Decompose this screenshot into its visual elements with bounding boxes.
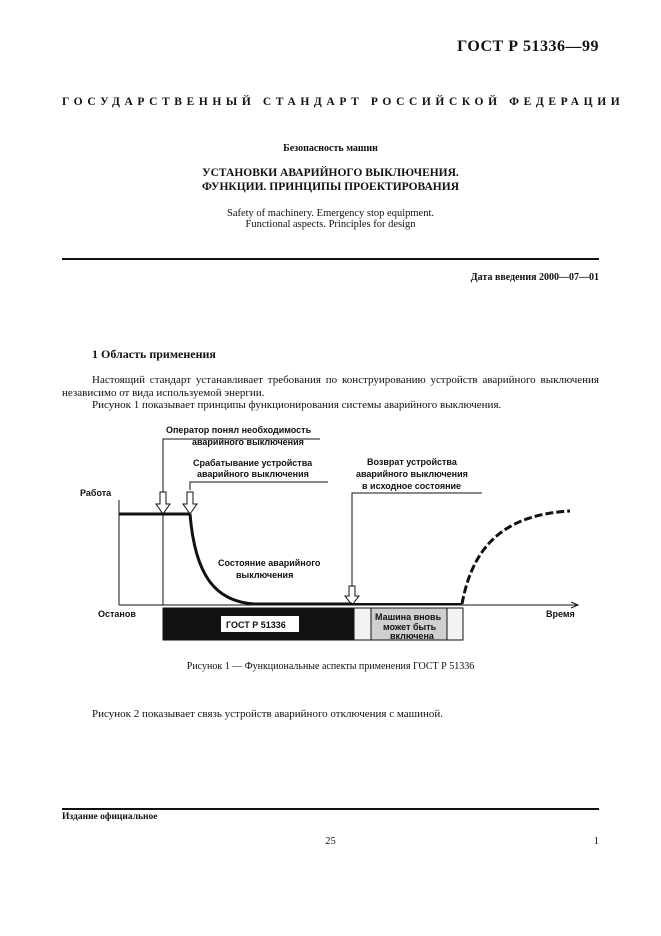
- down-arrow-icon: [183, 492, 197, 514]
- label-trigger-line-2: аварийного выключения: [197, 469, 309, 479]
- title-en-line-1: Safety of machinery. Emergency stop equipment.: [226, 208, 435, 219]
- label-return-line-3: в исходное состояние: [362, 481, 462, 491]
- subject-heading: Безопасность машин: [283, 143, 378, 154]
- label-trigger-line-1: Срабатывание устройства: [193, 458, 313, 468]
- label-return-line-1: Возврат устройства: [367, 457, 457, 467]
- label-operator-line-1: Оператор понял необходимость: [166, 425, 312, 435]
- state-standard-title: ГОСУДАРСТВЕННЫЙ СТАНДАРТ РОССИЙСКОЙ ФЕДЕРАЦИИ: [62, 96, 625, 108]
- document-title-ru: [0, 166, 661, 194]
- sheet-number: 1: [593, 836, 599, 847]
- label-return-line-2: аварийного выключения: [356, 469, 468, 479]
- restart-curve: [462, 511, 570, 604]
- paragraph-figure2-ref: Рисунок 2 показывает связь устройств аварийного отключения с машиной.: [92, 708, 444, 720]
- title-en-line-2: Functional aspects. Principles for design: [245, 219, 416, 230]
- timeline-bar-white: [354, 608, 371, 640]
- introduction-date: Дата введения 2000—07—01: [470, 272, 599, 283]
- label-operator-line-2: аварийного выключения: [192, 437, 304, 447]
- gost-code: ГОСТ Р 51336—99: [457, 38, 599, 55]
- header-rule: [62, 258, 599, 260]
- edition-label: Издание официальное: [62, 812, 158, 822]
- page-number: 25: [325, 836, 336, 847]
- figure-1-diagram: [0, 410, 661, 660]
- paragraph-figure1-ref: Рисунок 1 показывает принципы функционирования системы аварийного выключения.: [92, 399, 502, 411]
- title-ru-line-2: ФУНКЦИИ. ПРИНЦИПЫ ПРОЕКТИРОВАНИЯ: [202, 181, 459, 193]
- axis-label-time: Время: [546, 609, 575, 619]
- gray-label-line-3: включена: [390, 631, 434, 641]
- paragraph-scope: Настоящий стандарт устанавливает требования по конструированию устройств аварийного выключения независимо от вида используемой энергии.: [62, 374, 599, 399]
- figure-caption: Рисунок 1 — Функциональные аспекты применения ГОСТ Р 51336: [186, 661, 475, 672]
- return-leader-line: [352, 493, 482, 588]
- section-heading: 1 Область применения: [92, 347, 216, 361]
- title-ru-line-1: УСТАНОВКИ АВАРИЙНОГО ВЫКЛЮЧЕНИЯ.: [202, 167, 459, 179]
- trigger-leader-line: [190, 482, 328, 490]
- document-title-en: [0, 208, 661, 230]
- down-arrow-icon: [345, 586, 359, 605]
- down-arrow-icon: [156, 492, 170, 514]
- label-state-line-2: выключения: [236, 570, 294, 580]
- label-state-line-1: Состояние аварийного: [218, 558, 321, 568]
- axis-label-stop: Останов: [98, 609, 136, 619]
- footer-rule: [62, 808, 599, 810]
- gost-bar-label: ГОСТ Р 51336: [226, 620, 286, 630]
- timeline-bar-end: [447, 608, 463, 640]
- gray-label-line-2: может быть: [383, 622, 437, 632]
- gray-label-line-1: Машина вновь: [375, 612, 442, 622]
- axis-label-work: Работа: [80, 488, 112, 498]
